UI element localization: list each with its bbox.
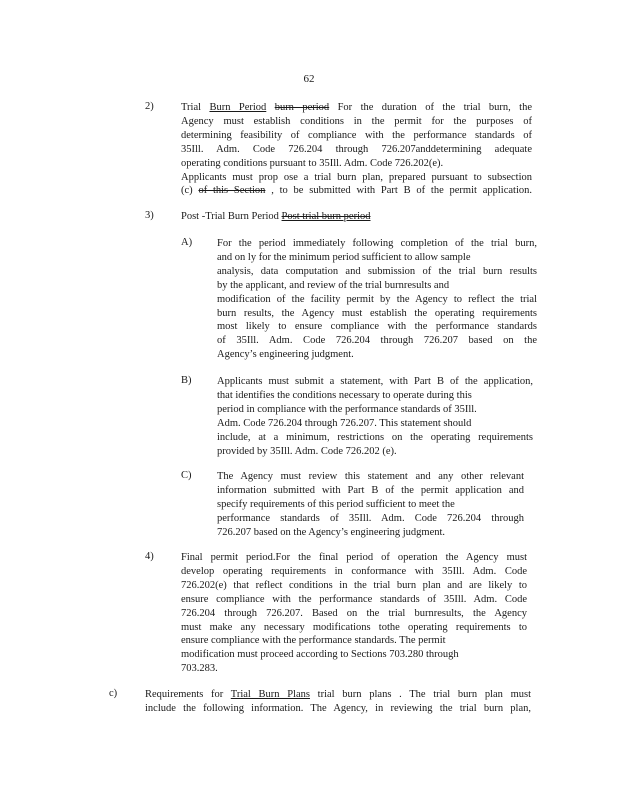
- paragraph-line: Applicants must prop ose a trial burn plan, prepared pursuant to subsection: [181, 171, 532, 183]
- paragraph-line: Agency must establish conditions in the permit for the purposes of: [181, 115, 532, 127]
- paragraph-line: develop operating requirements in conformance with 35Ill. Adm. Code: [181, 565, 527, 577]
- item-3b-paragraph: [217, 375, 533, 458]
- paragraph-line: 703.283.: [181, 663, 218, 675]
- paragraph-line: that identifies the conditions necessary to operate during this: [217, 389, 472, 401]
- item-2-paragraph: [181, 101, 532, 198]
- paragraph-line: by the applicant, and review of the trial burnresults and: [217, 279, 450, 291]
- deleted-text: of this Section: [198, 185, 266, 197]
- item-3a-paragraph: [217, 237, 537, 362]
- deleted-text: burn period: [274, 102, 330, 113]
- paragraph-line: ensure compliance with the performance standards. The permit: [181, 635, 446, 647]
- paragraph-line: analysis, data computation and submission of the trial burn results: [217, 265, 537, 277]
- inserted-text: Trial Burn Plans: [230, 689, 310, 700]
- item-3c-paragraph: [217, 470, 524, 540]
- item-c-number: c): [109, 688, 118, 699]
- item-3-title: Post -Trial Burn Period: [181, 211, 279, 222]
- page-number: 62: [303, 73, 315, 85]
- item-3b-number: B): [181, 375, 192, 386]
- paragraph-line: modification of the facility permit by the Agency to reflect the trial: [217, 293, 537, 305]
- paragraph-line: 726.202(e) that reflect conditions in the trial burn plan and are likely to: [181, 579, 527, 591]
- paragraph-line: Final permit period.For the final period of operation the Agency must: [181, 552, 527, 563]
- item-2-number: 2): [145, 101, 154, 112]
- paragraph-line: Requirements for Trial Burn Plans trial burn plans . The trial burn plan must: [145, 689, 532, 700]
- paragraph-line: and on ly for the minimum period sufficient to allow sample: [217, 251, 471, 263]
- inserted-text: Burn Period: [209, 102, 267, 113]
- item-3a-number: A): [181, 237, 193, 248]
- paragraph-line: 726.204 through 726.207. Based on the trial burnresults, the Agency: [181, 607, 527, 619]
- paragraph-line: Adm. Code 726.204 through 726.207. This statement should: [217, 417, 472, 429]
- item-4-number: 4): [145, 551, 154, 562]
- paragraph-line: [181, 210, 371, 224]
- paragraph-line: For the period immediately following completion of the trial burn,: [217, 238, 537, 249]
- paragraph-line: modification must proceed according to Sections 703.280 through: [181, 649, 459, 661]
- paragraph-line: Applicants must submit a statement, with Part B of the application,: [217, 376, 533, 387]
- item-3-number: 3): [145, 210, 154, 221]
- item-3c-number: C): [181, 470, 192, 481]
- paragraph-line: information submitted with Part B of the permit application and: [217, 484, 524, 496]
- paragraph-line: must make any necessary modifications tothe operating requirements to: [181, 621, 527, 633]
- paragraph-line: provided by 35Ill. Adm. Code 726.202 (e).: [217, 445, 397, 457]
- item-4-paragraph: [181, 551, 527, 676]
- paragraph-line: performance standards of 35Ill. Adm. Code 726.204 through: [217, 512, 524, 524]
- paragraph-line: determining feasibility of compliance with the performance standards of: [181, 129, 532, 141]
- deleted-text: Post trial burn period: [281, 211, 371, 222]
- paragraph-line: 726.207 based on the Agency’s engineering judgment.: [217, 526, 446, 538]
- paragraph-line: specify requirements of this period sufficient to meet the: [217, 498, 455, 510]
- paragraph-line: include, at a minimum, restrictions on the operating requirements: [217, 431, 533, 443]
- item-3-heading: [181, 210, 371, 224]
- paragraph-line: ensure compliance with the performance standards of 35Ill. Adm. Code: [181, 593, 527, 605]
- paragraph-line: of 35Ill. Adm. Code 726.204 through 726.207 based on the: [217, 335, 537, 347]
- paragraph-line: Agency’s engineering judgment.: [217, 349, 354, 361]
- paragraph-line: most likely to ensure compliance with the performance standards: [217, 321, 537, 333]
- item-c-paragraph: [145, 688, 531, 716]
- paragraph-line: burn results, the Agency must establish the operating requirements: [217, 307, 537, 319]
- paragraph-line: period in compliance with the performance standards of 35Ill.: [217, 403, 477, 415]
- paragraph-line: (c) of this Section , to be submitted with Part B of the permit application.: [181, 185, 532, 197]
- paragraph-line: The Agency must review this statement and any other relevant: [217, 471, 524, 482]
- paragraph-line: 35Ill. Adm. Code 726.204 through 726.207anddetermining adequate: [181, 143, 532, 155]
- paragraph-line: operating conditions pursuant to 35Ill. Adm. Code 726.202(e).: [181, 157, 444, 169]
- paragraph-line: include the following information. The Agency, in reviewing the trial burn plan,: [145, 702, 531, 714]
- paragraph-line: Trial Burn Period burn period For the duration of the trial burn, the: [181, 102, 532, 113]
